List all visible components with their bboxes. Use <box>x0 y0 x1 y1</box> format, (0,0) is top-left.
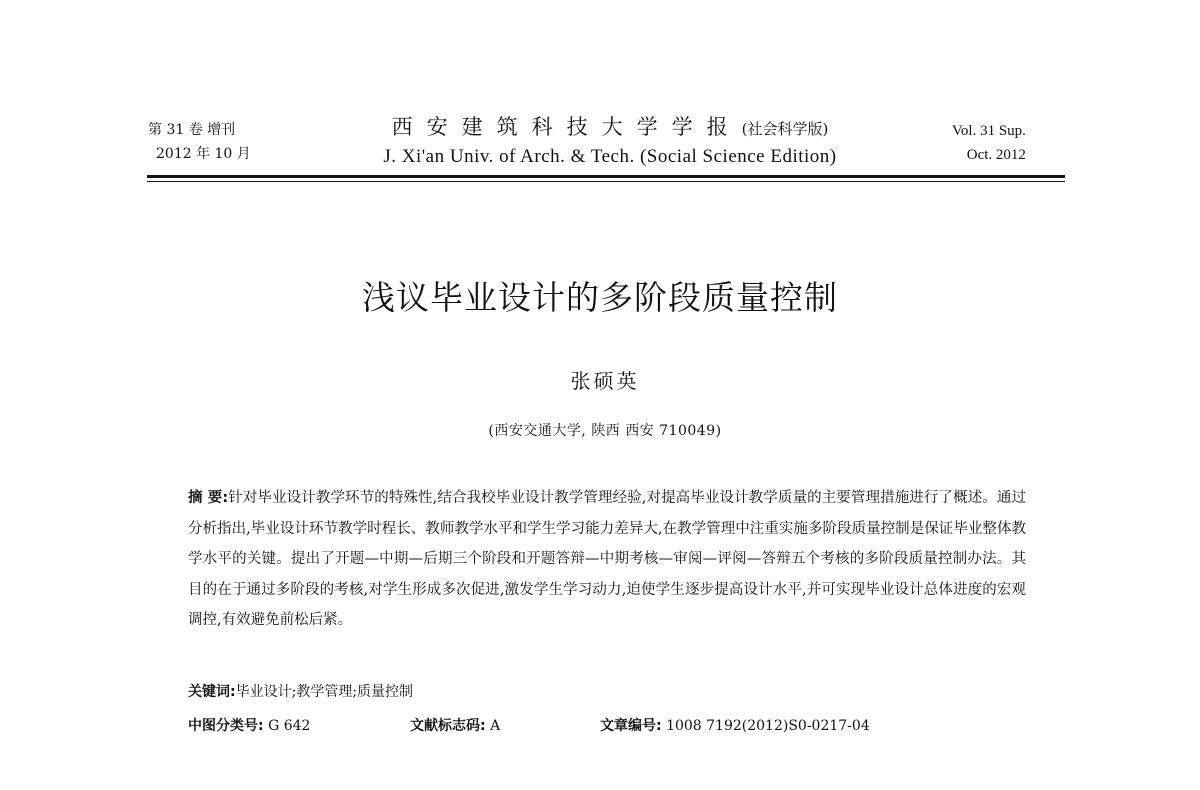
keywords-text: 毕业设计;教学管理;质量控制 <box>235 684 414 700</box>
volume-cn: 第 31 卷 增刊 <box>148 122 236 138</box>
journal-name-cn <box>300 112 920 144</box>
header-volume-info <box>148 118 251 166</box>
article-no-label: 文章编号: <box>600 718 662 734</box>
document-code <box>410 716 500 736</box>
clc-number <box>188 716 310 736</box>
abstract-label: 摘 要: <box>188 490 229 506</box>
header-rule-thick <box>147 175 1065 178</box>
abstract <box>188 483 1026 636</box>
abstract-text: 针对毕业设计教学环节的特殊性,结合我校毕业设计教学管理经验,对提高毕业设计教学质量的主要管理措施进行了概述。通过分析指出,毕业设计环节教学时程长、教师教学水平和学生学习能力差异大,在教学管理中注重实施多阶段质量控制是保证毕业整体教学水平的关键。提出了开题—中期—后期三个阶段和开题答辩—中期考核—审阅—评阅—答辩五个考核的多阶段质量控制办法。其目的在于通过多阶段的考核,对学生形成多次促进,激发学生学习动力,迫使学生逐步提高设计水平,并可实现毕业设计总体进度的宏观调控,有效避免前松后紧。 <box>188 490 1026 628</box>
journal-title-cn: 西安建筑科技大学学报 <box>391 115 742 139</box>
journal-edition-cn: (社会科学版) <box>741 120 829 138</box>
author-affiliation: (西安交通大学, 陕西 西安 710049) <box>488 423 722 439</box>
volume-en: Vol. 31 Sup. <box>952 123 1026 139</box>
date-en: Oct. 2012 <box>966 147 1026 163</box>
clc-value: G 642 <box>268 718 311 734</box>
article-author: 张硕英 <box>570 369 640 393</box>
clc-label: 中图分类号: <box>188 718 264 734</box>
header-volume-info-en <box>952 119 1026 167</box>
article-title: 浅议毕业设计的多阶段质量控制 <box>362 278 838 317</box>
journal-masthead <box>300 112 920 170</box>
date-cn: 2012 年 10 月 <box>156 146 251 162</box>
doc-code-value: A <box>490 718 501 734</box>
journal-name-en: J. Xi'an Univ. of Arch. & Tech. (Social Science Edition) <box>383 146 837 167</box>
header-rule-thin <box>147 181 1065 182</box>
article-no-value: 1008 7192(2012)S0-0217-04 <box>666 718 870 734</box>
keywords <box>188 682 413 702</box>
article-number <box>600 716 870 736</box>
keywords-label: 关键词: <box>188 684 236 700</box>
doc-code-label: 文献标志码: <box>410 718 486 734</box>
